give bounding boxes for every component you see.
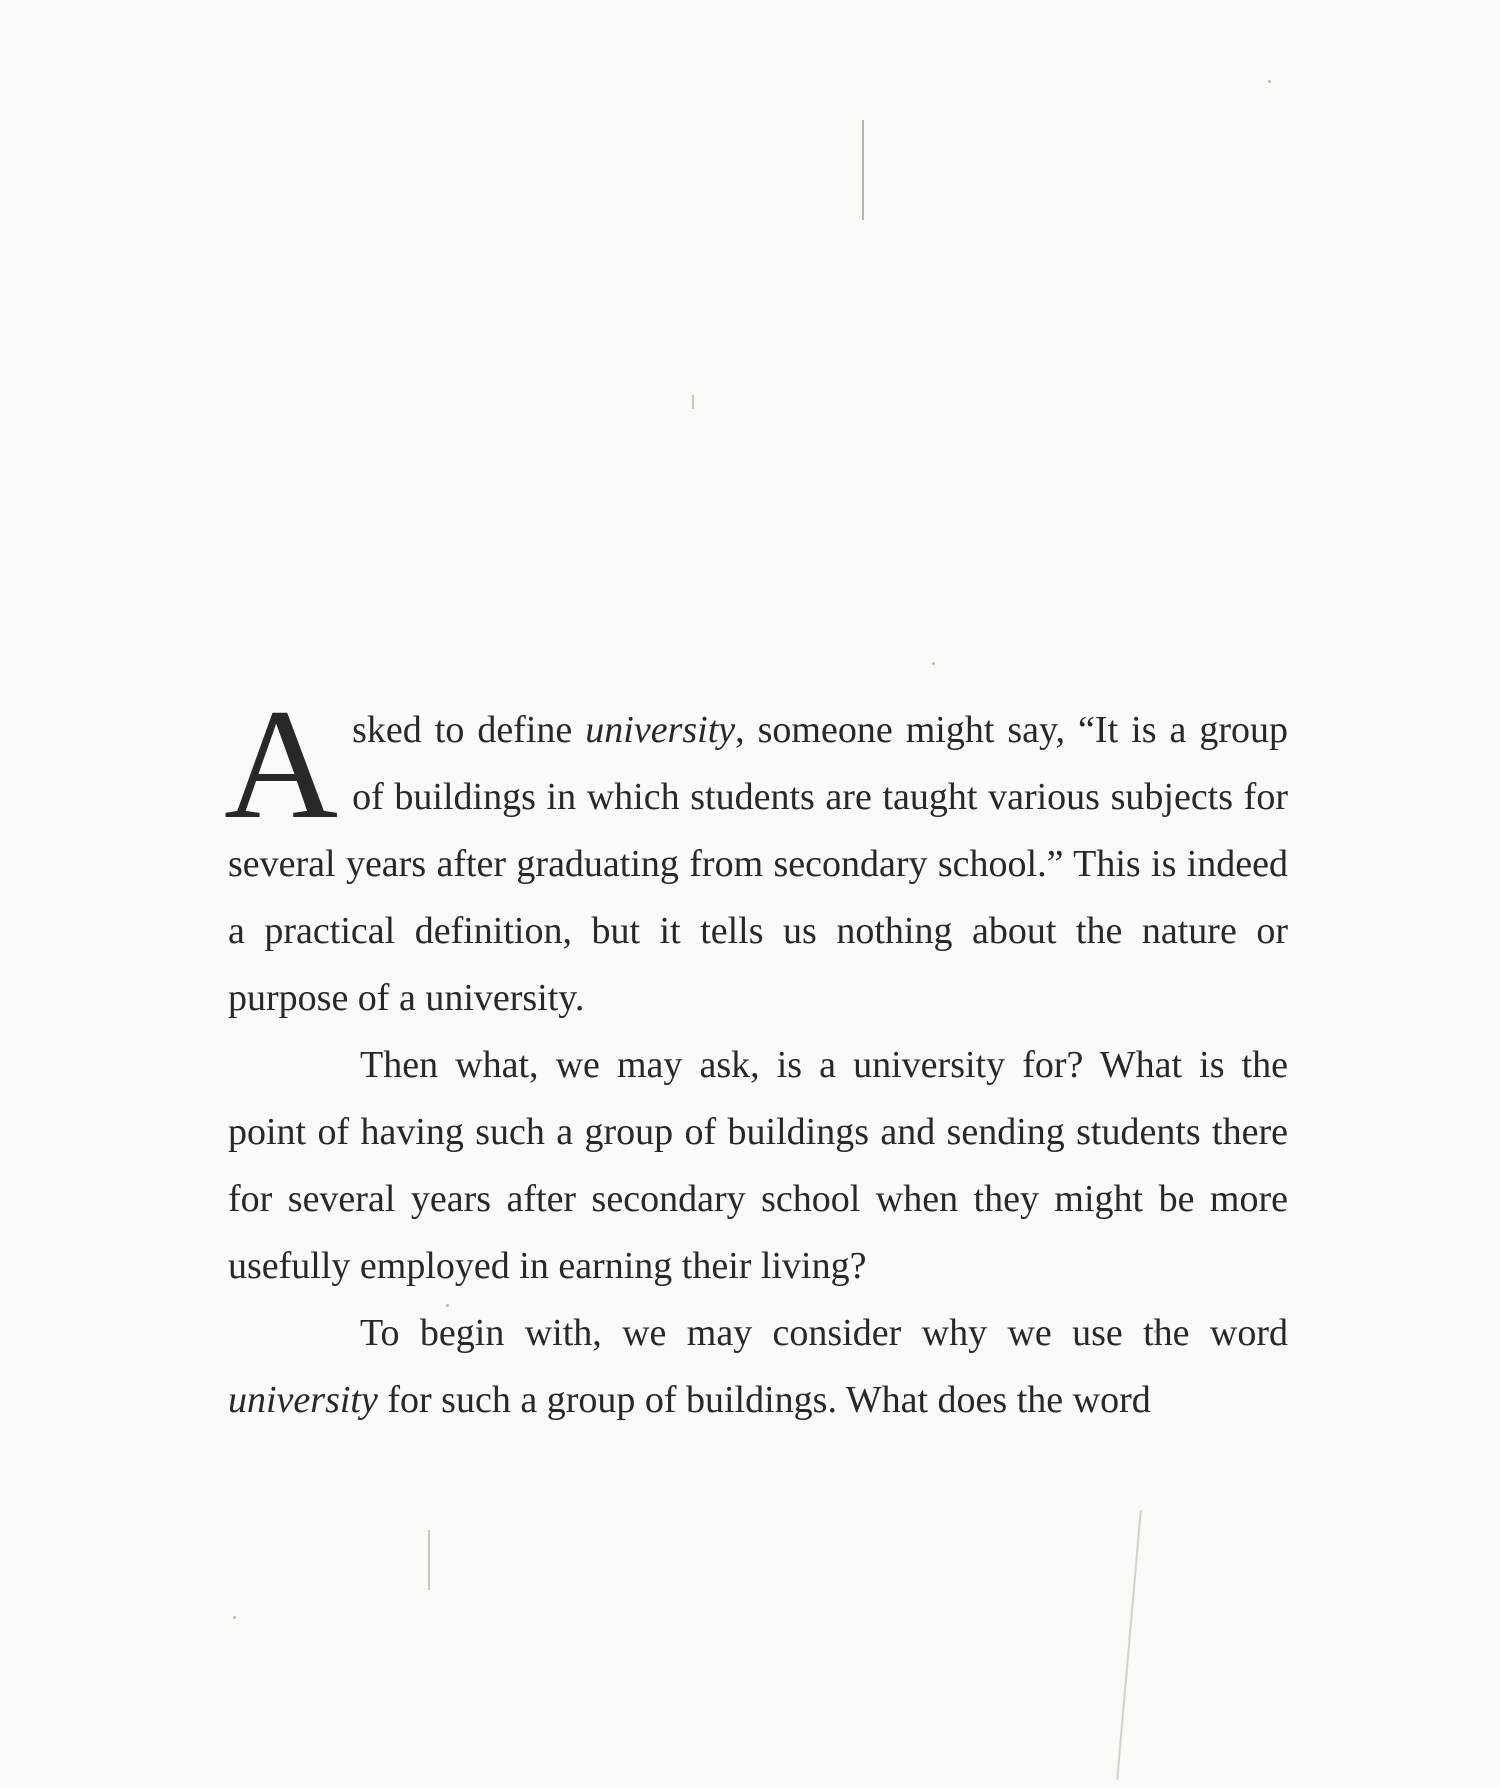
scan-artifact-dot xyxy=(233,1616,236,1619)
scan-artifact-line xyxy=(862,120,864,220)
scan-artifact-dot xyxy=(932,662,935,665)
scan-artifact-line xyxy=(428,1530,430,1590)
paragraph-1-text-b: , someone might say, “It is a group of buildings in which students are taught various subjects for several years after graduating from secondary school.” This is indeed a practical definition, but it tells us nothing about the nature or purpose of a university. xyxy=(228,709,1288,1019)
paragraph-3-text-b: for such a group of buildings. What does the word xyxy=(377,1379,1151,1421)
italic-term-university: university xyxy=(585,709,736,751)
paragraph-1-text-a: sked to define xyxy=(352,709,586,751)
italic-term-university: university xyxy=(228,1379,378,1421)
scan-artifact-line xyxy=(1116,1510,1142,1779)
paragraph-3-text-a: To begin with, we may consider why we use the word xyxy=(360,1312,1288,1354)
paragraph-1 xyxy=(224,677,1288,1032)
body-text xyxy=(224,677,1288,1434)
paragraph-3 xyxy=(228,1300,1288,1434)
paragraph-2: Then what, we may ask, is a university for? What is the point of having such a group of buildings and sending students there for several years after secondary school when they might be more usefully employed in earning their living? xyxy=(228,1044,1288,1287)
drop-cap: A xyxy=(224,677,339,852)
scan-artifact-dot xyxy=(1268,80,1271,83)
scan-artifact-line xyxy=(692,395,694,409)
